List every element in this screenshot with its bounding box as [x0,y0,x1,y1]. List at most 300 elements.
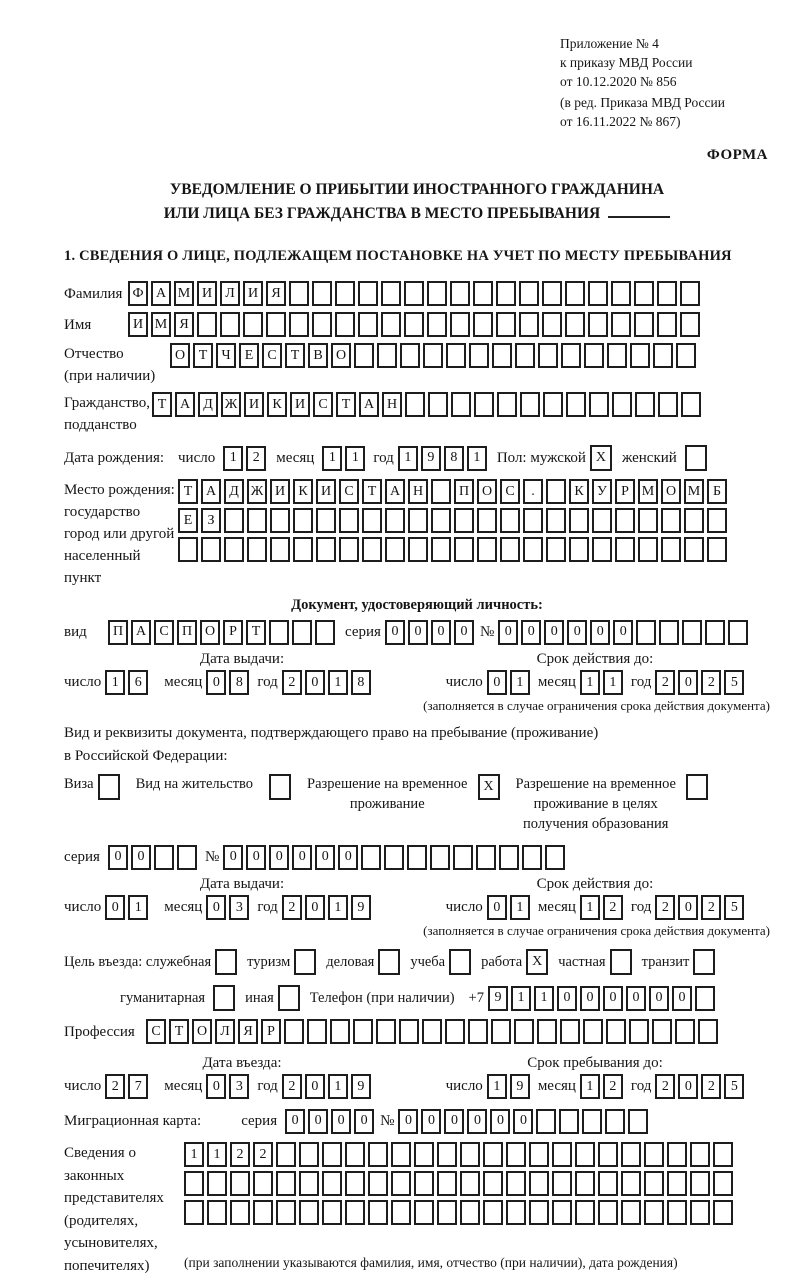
char-cell[interactable] [545,845,565,870]
char-cell[interactable] [339,508,359,533]
char-cell[interactable] [536,1109,556,1134]
char-cell[interactable]: 0 [131,845,151,870]
char-cell[interactable] [713,1171,733,1196]
char-cell[interactable] [184,1171,204,1196]
char-cell[interactable]: 8 [351,670,371,695]
edu-permit-checkbox[interactable] [686,774,708,800]
char-cell[interactable]: Е [178,508,198,533]
char-cell[interactable]: 1 [184,1142,204,1167]
char-cell[interactable]: 2 [282,1074,302,1099]
char-cell[interactable] [358,281,378,306]
purpose-transit-checkbox[interactable] [693,949,715,975]
char-cell[interactable]: 0 [105,895,125,920]
char-cell[interactable] [345,1142,365,1167]
char-cell[interactable] [605,1109,625,1134]
char-cell[interactable]: 8 [229,670,249,695]
purpose-private-checkbox[interactable] [610,949,632,975]
char-cell[interactable] [500,537,520,562]
char-cell[interactable]: Ф [128,281,148,306]
char-cell[interactable]: О [170,343,190,368]
char-cell[interactable] [552,1171,572,1196]
char-cell[interactable] [638,537,658,562]
char-cell[interactable]: И [290,392,310,417]
char-cell[interactable] [598,1171,618,1196]
char-cell[interactable] [430,845,450,870]
char-cell[interactable]: 1 [345,446,365,471]
char-cell[interactable]: А [359,392,379,417]
char-cell[interactable]: Р [615,479,635,504]
char-cell[interactable] [428,392,448,417]
checkbox-cell[interactable] [215,949,237,975]
char-cell[interactable] [483,1200,503,1225]
char-cell[interactable]: 3 [229,1074,249,1099]
char-cell[interactable]: 7 [128,1074,148,1099]
char-cell[interactable]: С [154,620,174,645]
char-cell[interactable] [598,1200,618,1225]
char-cell[interactable]: 0 [354,1109,374,1134]
char-cell[interactable]: 0 [678,670,698,695]
char-cell[interactable] [552,1200,572,1225]
char-cell[interactable] [427,281,447,306]
char-cell[interactable]: С [146,1019,166,1044]
char-cell[interactable]: 3 [229,895,249,920]
char-cell[interactable] [284,1019,304,1044]
checkbox-cell[interactable] [693,949,715,975]
char-cell[interactable] [569,537,589,562]
char-cell[interactable] [657,312,677,337]
char-cell[interactable]: Я [266,281,286,306]
char-cell[interactable] [266,312,286,337]
char-cell[interactable] [437,1171,457,1196]
char-cell[interactable] [361,845,381,870]
char-cell[interactable] [474,392,494,417]
char-cell[interactable] [682,620,702,645]
char-cell[interactable]: 5 [724,670,744,695]
char-cell[interactable] [316,508,336,533]
char-cell[interactable] [253,1171,273,1196]
char-cell[interactable] [575,1171,595,1196]
char-cell[interactable]: 9 [351,1074,371,1099]
char-cell[interactable] [565,312,585,337]
char-cell[interactable]: 0 [246,845,266,870]
char-cell[interactable]: Д [224,479,244,504]
char-cell[interactable] [414,1142,434,1167]
char-cell[interactable]: 0 [498,620,518,645]
checkbox-cell[interactable] [98,774,120,800]
char-cell[interactable] [289,281,309,306]
char-cell[interactable]: А [151,281,171,306]
char-cell[interactable]: Т [169,1019,189,1044]
char-cell[interactable] [713,1142,733,1167]
char-cell[interactable] [560,1019,580,1044]
char-cell[interactable]: 1 [328,1074,348,1099]
char-cell[interactable]: 1 [580,895,600,920]
char-cell[interactable] [414,1200,434,1225]
char-cell[interactable]: 8 [444,446,464,471]
purpose-official-checkbox[interactable] [215,949,237,975]
char-cell[interactable] [483,1171,503,1196]
char-cell[interactable]: 0 [467,1109,487,1134]
char-cell[interactable] [450,281,470,306]
char-cell[interactable]: 0 [487,895,507,920]
char-cell[interactable] [561,343,581,368]
char-cell[interactable]: 0 [308,1109,328,1134]
char-cell[interactable] [506,1142,526,1167]
char-cell[interactable]: А [131,620,151,645]
char-cell[interactable]: 1 [511,986,531,1011]
char-cell[interactable] [584,343,604,368]
char-cell[interactable]: 0 [613,620,633,645]
char-cell[interactable] [583,1019,603,1044]
purpose-other-checkbox[interactable] [278,985,300,1011]
char-cell[interactable] [431,537,451,562]
char-cell[interactable]: П [454,479,474,504]
char-cell[interactable] [312,312,332,337]
char-cell[interactable] [644,1200,664,1225]
char-cell[interactable]: 0 [431,620,451,645]
char-cell[interactable] [728,620,748,645]
char-cell[interactable] [612,392,632,417]
char-cell[interactable] [681,392,701,417]
char-cell[interactable]: 0 [398,1109,418,1134]
sex-male-checkbox[interactable] [590,445,612,471]
char-cell[interactable] [542,312,562,337]
char-cell[interactable]: Н [382,392,402,417]
char-cell[interactable] [707,537,727,562]
char-cell[interactable]: 1 [534,986,554,1011]
char-cell[interactable] [634,312,654,337]
char-cell[interactable]: 1 [322,446,342,471]
char-cell[interactable] [519,281,539,306]
char-cell[interactable] [431,479,451,504]
char-cell[interactable]: 2 [246,446,266,471]
char-cell[interactable] [381,312,401,337]
char-cell[interactable] [322,1142,342,1167]
char-cell[interactable] [335,312,355,337]
char-cell[interactable] [414,1171,434,1196]
char-cell[interactable] [635,392,655,417]
char-cell[interactable] [496,312,516,337]
char-cell[interactable]: 0 [305,670,325,695]
char-cell[interactable]: 2 [105,1074,125,1099]
char-cell[interactable] [451,392,471,417]
char-cell[interactable]: С [500,479,520,504]
char-cell[interactable]: И [197,281,217,306]
char-cell[interactable] [588,312,608,337]
char-cell[interactable]: 0 [223,845,243,870]
char-cell[interactable]: И [244,392,264,417]
checkbox-cell[interactable] [378,949,400,975]
char-cell[interactable]: О [477,479,497,504]
char-cell[interactable]: П [108,620,128,645]
char-cell[interactable] [575,1142,595,1167]
char-cell[interactable] [680,281,700,306]
char-cell[interactable] [644,1142,664,1167]
checkbox-cell[interactable] [278,985,300,1011]
char-cell[interactable]: Б [707,479,727,504]
char-cell[interactable]: О [200,620,220,645]
char-cell[interactable]: М [638,479,658,504]
char-cell[interactable] [543,392,563,417]
char-cell[interactable] [376,1019,396,1044]
char-cell[interactable] [270,508,290,533]
char-cell[interactable]: К [267,392,287,417]
char-cell[interactable] [385,508,405,533]
char-cell[interactable]: 0 [678,1074,698,1099]
char-cell[interactable] [460,1200,480,1225]
char-cell[interactable] [657,281,677,306]
char-cell[interactable]: 0 [567,620,587,645]
char-cell[interactable] [542,281,562,306]
char-cell[interactable] [615,537,635,562]
char-cell[interactable] [611,281,631,306]
char-cell[interactable] [312,281,332,306]
char-cell[interactable] [690,1200,710,1225]
char-cell[interactable]: О [192,1019,212,1044]
char-cell[interactable]: 9 [351,895,371,920]
char-cell[interactable]: И [243,281,263,306]
char-cell[interactable] [667,1142,687,1167]
char-cell[interactable] [247,537,267,562]
char-cell[interactable]: 0 [269,845,289,870]
char-cell[interactable] [529,1200,549,1225]
purpose-study-checkbox[interactable] [449,949,471,975]
char-cell[interactable] [391,1142,411,1167]
char-cell[interactable] [592,508,612,533]
char-cell[interactable] [621,1142,641,1167]
char-cell[interactable]: 5 [724,1074,744,1099]
char-cell[interactable]: 2 [282,670,302,695]
char-cell[interactable] [289,312,309,337]
char-cell[interactable] [437,1200,457,1225]
char-cell[interactable] [537,1019,557,1044]
char-cell[interactable] [292,620,312,645]
char-cell[interactable]: 1 [105,670,125,695]
char-cell[interactable]: 1 [487,1074,507,1099]
char-cell[interactable] [638,508,658,533]
char-cell[interactable]: Т [336,392,356,417]
char-cell[interactable]: К [569,479,589,504]
checkbox-cell[interactable] [294,949,316,975]
char-cell[interactable]: . [523,479,543,504]
purpose-business-checkbox[interactable] [378,949,400,975]
char-cell[interactable]: И [316,479,336,504]
char-cell[interactable]: 2 [253,1142,273,1167]
char-cell[interactable]: 0 [292,845,312,870]
char-cell[interactable] [224,508,244,533]
char-cell[interactable]: 0 [626,986,646,1011]
char-cell[interactable] [522,845,542,870]
char-cell[interactable] [529,1142,549,1167]
char-cell[interactable] [316,537,336,562]
char-cell[interactable]: 1 [328,895,348,920]
char-cell[interactable] [552,1142,572,1167]
char-cell[interactable] [431,508,451,533]
char-cell[interactable] [675,1019,695,1044]
char-cell[interactable]: 1 [467,446,487,471]
char-cell[interactable] [667,1200,687,1225]
char-cell[interactable]: 0 [454,620,474,645]
checkbox-cell[interactable] [610,949,632,975]
char-cell[interactable] [607,343,627,368]
char-cell[interactable]: 6 [128,670,148,695]
char-cell[interactable]: 1 [223,446,243,471]
char-cell[interactable]: О [661,479,681,504]
char-cell[interactable]: 2 [230,1142,250,1167]
char-cell[interactable] [582,1109,602,1134]
char-cell[interactable] [684,508,704,533]
char-cell[interactable]: 1 [207,1142,227,1167]
char-cell[interactable] [322,1200,342,1225]
char-cell[interactable]: 1 [128,895,148,920]
char-cell[interactable] [207,1200,227,1225]
char-cell[interactable] [269,620,289,645]
purpose-work-checkbox[interactable] [526,949,548,975]
char-cell[interactable]: 1 [510,895,530,920]
char-cell[interactable]: 2 [655,670,675,695]
char-cell[interactable] [408,537,428,562]
checkbox-cell[interactable] [213,985,235,1011]
char-cell[interactable] [230,1171,250,1196]
char-cell[interactable]: Т [246,620,266,645]
char-cell[interactable] [589,392,609,417]
char-cell[interactable] [445,1019,465,1044]
char-cell[interactable] [423,343,443,368]
char-cell[interactable]: 0 [513,1109,533,1134]
char-cell[interactable] [345,1171,365,1196]
char-cell[interactable] [621,1171,641,1196]
char-cell[interactable] [546,537,566,562]
char-cell[interactable]: 0 [206,895,226,920]
char-cell[interactable]: 1 [580,670,600,695]
char-cell[interactable] [713,1200,733,1225]
char-cell[interactable]: И [128,312,148,337]
char-cell[interactable] [381,281,401,306]
char-cell[interactable]: 0 [206,1074,226,1099]
char-cell[interactable] [404,281,424,306]
char-cell[interactable] [299,1200,319,1225]
char-cell[interactable]: Ж [247,479,267,504]
char-cell[interactable] [506,1171,526,1196]
char-cell[interactable]: 5 [724,895,744,920]
char-cell[interactable] [299,1171,319,1196]
visa-checkbox[interactable] [98,774,120,800]
purpose-humanitarian-checkbox[interactable] [213,985,235,1011]
checkbox-cell[interactable]: X [590,445,612,471]
char-cell[interactable] [658,392,678,417]
char-cell[interactable] [391,1200,411,1225]
char-cell[interactable] [400,343,420,368]
char-cell[interactable]: 0 [521,620,541,645]
char-cell[interactable] [427,312,447,337]
char-cell[interactable] [698,1019,718,1044]
char-cell[interactable] [220,312,240,337]
char-cell[interactable]: 0 [649,986,669,1011]
char-cell[interactable] [569,508,589,533]
char-cell[interactable]: С [339,479,359,504]
char-cell[interactable]: Л [220,281,240,306]
checkbox-cell[interactable] [449,949,471,975]
char-cell[interactable] [684,537,704,562]
char-cell[interactable] [523,537,543,562]
char-cell[interactable] [676,343,696,368]
char-cell[interactable] [368,1142,388,1167]
char-cell[interactable]: 0 [206,670,226,695]
char-cell[interactable] [690,1142,710,1167]
char-cell[interactable]: У [592,479,612,504]
char-cell[interactable]: 0 [557,986,577,1011]
char-cell[interactable] [293,508,313,533]
char-cell[interactable] [354,343,374,368]
char-cell[interactable] [293,537,313,562]
char-cell[interactable] [661,537,681,562]
char-cell[interactable] [611,312,631,337]
char-cell[interactable] [207,1171,227,1196]
char-cell[interactable] [492,343,512,368]
char-cell[interactable] [506,1200,526,1225]
char-cell[interactable] [634,281,654,306]
char-cell[interactable] [322,1171,342,1196]
char-cell[interactable] [629,1019,649,1044]
char-cell[interactable]: 0 [338,845,358,870]
purpose-tourism-checkbox[interactable] [294,949,316,975]
char-cell[interactable]: 2 [701,895,721,920]
char-cell[interactable] [446,343,466,368]
char-cell[interactable] [636,620,656,645]
char-cell[interactable] [335,281,355,306]
checkbox-cell[interactable] [686,774,708,800]
char-cell[interactable] [630,343,650,368]
char-cell[interactable] [399,1019,419,1044]
char-cell[interactable]: Т [152,392,172,417]
char-cell[interactable] [469,343,489,368]
char-cell[interactable] [500,508,520,533]
char-cell[interactable]: Т [178,479,198,504]
char-cell[interactable]: Ж [221,392,241,417]
char-cell[interactable] [154,845,174,870]
char-cell[interactable]: 0 [544,620,564,645]
char-cell[interactable] [377,343,397,368]
char-cell[interactable]: 0 [285,1109,305,1134]
char-cell[interactable] [405,392,425,417]
checkbox-cell[interactable] [269,774,291,800]
char-cell[interactable] [606,1019,626,1044]
char-cell[interactable] [404,312,424,337]
char-cell[interactable] [315,620,335,645]
char-cell[interactable]: С [262,343,282,368]
char-cell[interactable] [667,1171,687,1196]
char-cell[interactable] [368,1171,388,1196]
char-cell[interactable] [345,1200,365,1225]
char-cell[interactable] [497,392,517,417]
char-cell[interactable] [422,1019,442,1044]
char-cell[interactable]: Я [238,1019,258,1044]
char-cell[interactable] [384,845,404,870]
char-cell[interactable] [565,281,585,306]
char-cell[interactable] [299,1142,319,1167]
char-cell[interactable]: Д [198,392,218,417]
char-cell[interactable]: П [177,620,197,645]
checkbox-cell[interactable] [685,445,707,471]
char-cell[interactable] [201,537,221,562]
char-cell[interactable] [453,845,473,870]
char-cell[interactable]: 0 [444,1109,464,1134]
checkbox-cell[interactable]: X [526,949,548,975]
char-cell[interactable]: Р [223,620,243,645]
char-cell[interactable] [468,1019,488,1044]
char-cell[interactable] [483,1142,503,1167]
char-cell[interactable] [499,845,519,870]
